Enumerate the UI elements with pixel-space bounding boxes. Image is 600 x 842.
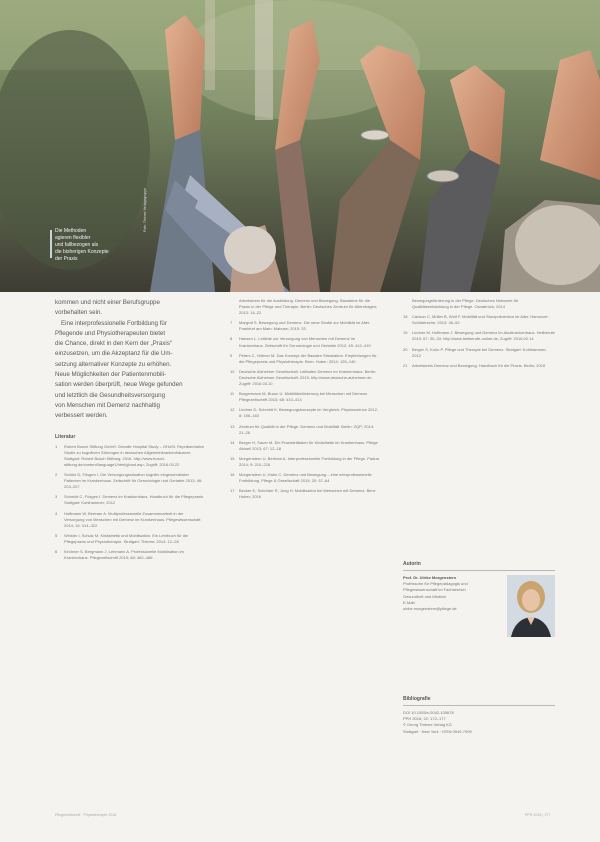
reference-text: Berger H, Sauer M. Ein Praxisleitfaden für Kinästhetik im Krankenhaus. Pflege Aktuell 2013; 67: 12–18: [239, 439, 378, 451]
reference-text: Schmidt C, Füsgen I. Demenz im Krankenhaus. Handbuch für die Pflegepraxis. Stuttgart: Kohlhammer; 2012: [64, 494, 205, 506]
reference-number: 19: [403, 330, 408, 336]
reference-number: 9: [230, 352, 233, 358]
body-line: Neue Möglichkeiten der Patientenmobili-: [55, 371, 167, 379]
photo-credit: Foto: Thieme Verlagsgruppe: [143, 187, 147, 232]
reference-item: [403, 330, 555, 342]
author-name: Prof. Dr. Ulrike Morgenstern: [403, 575, 457, 580]
reference-item: [55, 511, 205, 529]
reference-text: Arbeitskreis Demenz und Bewegung. Handbuch für die Praxis. Berlin; 2016: [412, 362, 546, 368]
reference-item: [230, 369, 380, 387]
caption-line: die bisherigen Konzepte: [55, 249, 109, 255]
reference-number: 15: [230, 455, 235, 461]
reference-item: [55, 533, 205, 545]
reference-text: Robert Bosch Stiftung GmbH. Genalle Hospital Study – GHoSt. Repräsentative Studie zu kognitiven Störungen in deutschen Allgemeinkrankenhäusern. Stuttgart: Robert Bosch Stiftung; 2016. http://www.bosch-stiftung.de/content/language1/html/ghost.asp; Zugriff: 2016.03.22: [64, 443, 205, 467]
body-line: von Menschen mit Demenz nachhaltig: [55, 401, 160, 409]
reference-text: Morgenstern U, Hahn C. Demenz und Bewegung – eine interprofessionelle Fortbildung. Pflege & Gesellschaft 2015; 20: 57–64: [239, 472, 372, 484]
doi-link[interactable]: DOI 10.1055/s-0042-105678: [403, 710, 454, 715]
author-portrait: [507, 575, 555, 637]
reference-item: [230, 298, 380, 316]
reference-text: Carlson C, Müller B, Wolf F. Mobilität und Sturzprävention im Alter. Hannover: Schlütersche; 2013: 45–52: [412, 314, 549, 326]
author-heading: Autorin: [403, 561, 555, 571]
reference-item: [230, 407, 380, 419]
reference-item: [55, 549, 205, 561]
reference-number: 14: [230, 439, 235, 445]
author-line: Gesundheit und Medizin: [403, 593, 447, 599]
reference-number: 4: [55, 510, 58, 516]
reference-number: [403, 298, 412, 310]
body-line: sation werden überprüft, neue Wege gefunden: [55, 381, 183, 389]
reference-number: 10: [230, 368, 235, 374]
body-line: die Chance, direkt in den Kern der „Praxis“: [55, 340, 172, 348]
reference-number: 16: [230, 472, 235, 478]
reference-text: Deutsche Alzheimer Gesellschaft. Leitfaden Demenz im Krankenhaus. Berlin: Deutsche Alzheimer Gesellschaft; 2015. http://www.deutsche-alzheimer.de; Zugriff: 2016.03.10: [239, 368, 376, 387]
caption-marker: [50, 230, 52, 258]
reference-text: Berger S, Kuhn P. Pflege und Therapie bei Demenz. Stuttgart: Kohlhammer; 2012: [412, 346, 547, 358]
reference-text: Margraf S. Bewegung und Demenz. Die neue Studie zur Mobilität im Alter. Frankfurt am Main: Mabuse; 2015: 33: [239, 320, 371, 332]
bibliography-info: [403, 710, 555, 735]
reference-item: [230, 440, 380, 452]
reference-text: Morgenstern U, Bertram A. Interprofessionelle Fortbildung in der Pflege. Padua 2014; 9: 210–218: [239, 455, 379, 467]
bibliography-line: © Georg Thieme Verlag KG: [403, 722, 452, 728]
reference-item: [403, 347, 555, 359]
reference-text: Kirchner S, Bergmann J, Lehmann A. Professionelle Mobilisation im Krankenhaus. Pflegezeitschrift 2015; 68: 482–486: [64, 548, 184, 561]
reference-number: 6: [55, 548, 58, 554]
reference-number: 7: [230, 320, 233, 326]
reference-number: 8: [230, 336, 233, 342]
column-2: [230, 298, 380, 504]
bibliography-line: PPH 2016; 22: 172–177: [403, 716, 446, 722]
reference-item: [230, 391, 380, 403]
author-line: E-Mail:: [403, 599, 416, 605]
author-line: Professorin für Pflegepädagogik und: [403, 581, 468, 587]
reference-text: Peters C, Hübner M. Das Konzept der Basalen Stimulation. Empfehlungen für die Pflegepraxis und Physiotherapie. Bern: Huber; 2014: 125–140: [239, 352, 377, 364]
reference-text: Bewegungsförderung in der Pflege. Deutsches Netzwerk für Qualitätsentwicklung in der Pflege. Osnabrück; 2014: [412, 298, 519, 310]
author-box: [403, 561, 555, 637]
caption-line: der Praxis: [55, 256, 78, 262]
body-line: vorbehalten sein.: [55, 309, 103, 317]
reference-item: [55, 444, 205, 468]
reference-item: [55, 472, 205, 490]
author-line: Pflegewissenschaft im Fachbereich: [403, 587, 466, 593]
reference-item: [230, 472, 380, 484]
reference-number: 13: [230, 423, 235, 429]
reference-number: 11: [230, 391, 235, 397]
author-email-link[interactable]: ulrike.morgenstern@pflege.de: [403, 606, 457, 612]
reference-text: Zentrum für Qualität in der Pflege. Demenz und Mobilität. Berlin: ZQP; 2014: 21–26: [239, 423, 375, 435]
body-line: und letztlich die Gesundheitsversorgung: [55, 391, 166, 399]
reference-item: [230, 353, 380, 365]
body-line: setzung alternativer Konzepte zu erhöhen.: [55, 360, 172, 368]
reference-text: Lindner M, Hoffmann J. Bewegung und Demenz im Akutkrankenhaus. Heilberufe 2015; 67: 30–33. http://www.heilberufe-online.de; Zugriff: 2016.02.14: [412, 330, 555, 342]
reference-item: [230, 456, 380, 468]
body-line: Pflegende und Physiotherapeuten bietet: [55, 329, 166, 337]
author-photo: [507, 575, 555, 637]
reference-item: [230, 488, 380, 500]
reference-number: 2: [55, 472, 58, 478]
column-1: [55, 298, 205, 565]
body-line: verbessert werden.: [55, 412, 108, 420]
caption-line: agieren flexibler: [55, 235, 91, 241]
reference-text: Schütz D, Füsgen I. Die Versorgungssituation kognitiv eingeschränkter Patienten im Krankenhaus. Zeitschrift für Gerontologie und Geriatrie 2013; 46: 203–207: [64, 472, 203, 490]
reference-number: 1: [55, 443, 58, 449]
column-3: [403, 298, 555, 373]
reference-list: [55, 444, 205, 562]
reference-text: Hansen L. Leitlinie zur Versorgung von Menschen mit Demenz im Krankenhaus. Zeitschrift für Gerontologie und Geriatrie 2012; 45: 412–419: [239, 336, 371, 348]
reference-number: 21: [403, 362, 408, 368]
body-text: [55, 298, 205, 422]
footer-page-number: PPH 2016 | 177: [525, 813, 551, 817]
bibliography-heading: Bibliografie: [403, 696, 555, 706]
reference-number: 5: [55, 532, 58, 538]
reference-text: Lindner D, Schmidt K. Bewegungskonzepte im Vergleich. Physioscience 2012; 8: 156–163: [239, 407, 378, 419]
reference-text: Winkler I, Schulz M. Kinästhetik und Mobilisation. Ein Lehrbuch für die Pflegepraxis und Physiotherapie. Stuttgart: Thieme; 2014: 12–28: [64, 532, 189, 544]
bibliography-line: Stuttgart · New York · ISSN 0949-7099: [403, 728, 472, 734]
reference-item: [403, 314, 555, 326]
photo-caption: [55, 228, 135, 263]
reference-number: 18: [403, 314, 408, 320]
literature-heading: Literatur: [55, 433, 76, 440]
reference-item: [55, 494, 205, 506]
caption-line: Die Methoden: [55, 228, 87, 234]
body-line: kommen und nicht einer Berufsgruppe: [55, 299, 160, 306]
reference-number: 3: [55, 494, 58, 500]
footer-journal: Pflegezeitschrift · Physiotherapie 2016: [55, 813, 117, 817]
reference-text: Burgermann M, Braun U. Mobilitätsförderung bei Menschen mit Demenz. Pflegezeitschrift 2015; 68: 410–414: [239, 391, 369, 403]
bibliography-box: [403, 696, 555, 735]
reference-text: Becker K, Schröder R, Jung H. Mobilisation bei Menschen mit Demenz. Bern: Huber; 2016: [239, 488, 377, 500]
reference-item: [403, 363, 555, 369]
reference-item: [230, 336, 380, 348]
reference-item: [403, 298, 555, 310]
caption-line: und fallbezogen als: [55, 242, 99, 248]
reference-number: 17: [230, 488, 235, 494]
author-row: [403, 575, 555, 637]
author-info: [403, 575, 503, 637]
reference-item: [230, 424, 380, 436]
reference-number: [230, 298, 239, 316]
reference-text: Arbeitskreis für die Ausbildung. Demenz und Bewegung. Bausteine für die Praxis in der Pflege und Therapie. Berlin: Deutsches Zentrum für Altersfragen; 2013: 14–22: [239, 298, 378, 316]
body-line: einzusetzen, um die Akzeptanz für die Um-: [55, 350, 173, 358]
reference-number: 20: [403, 346, 408, 352]
reference-item: [230, 320, 380, 332]
reference-text: Hoffmann W, Bertram A. Multiprofessionelle Zusammenarbeit in der Versorgung von Menschen mit Demenz im Krankenhaus. Pflegewissenschaft 2014; 16: 314–322: [64, 510, 201, 528]
body-line: Eine interprofessionelle Fortbildung für: [61, 319, 167, 327]
reference-number: 12: [230, 407, 235, 413]
